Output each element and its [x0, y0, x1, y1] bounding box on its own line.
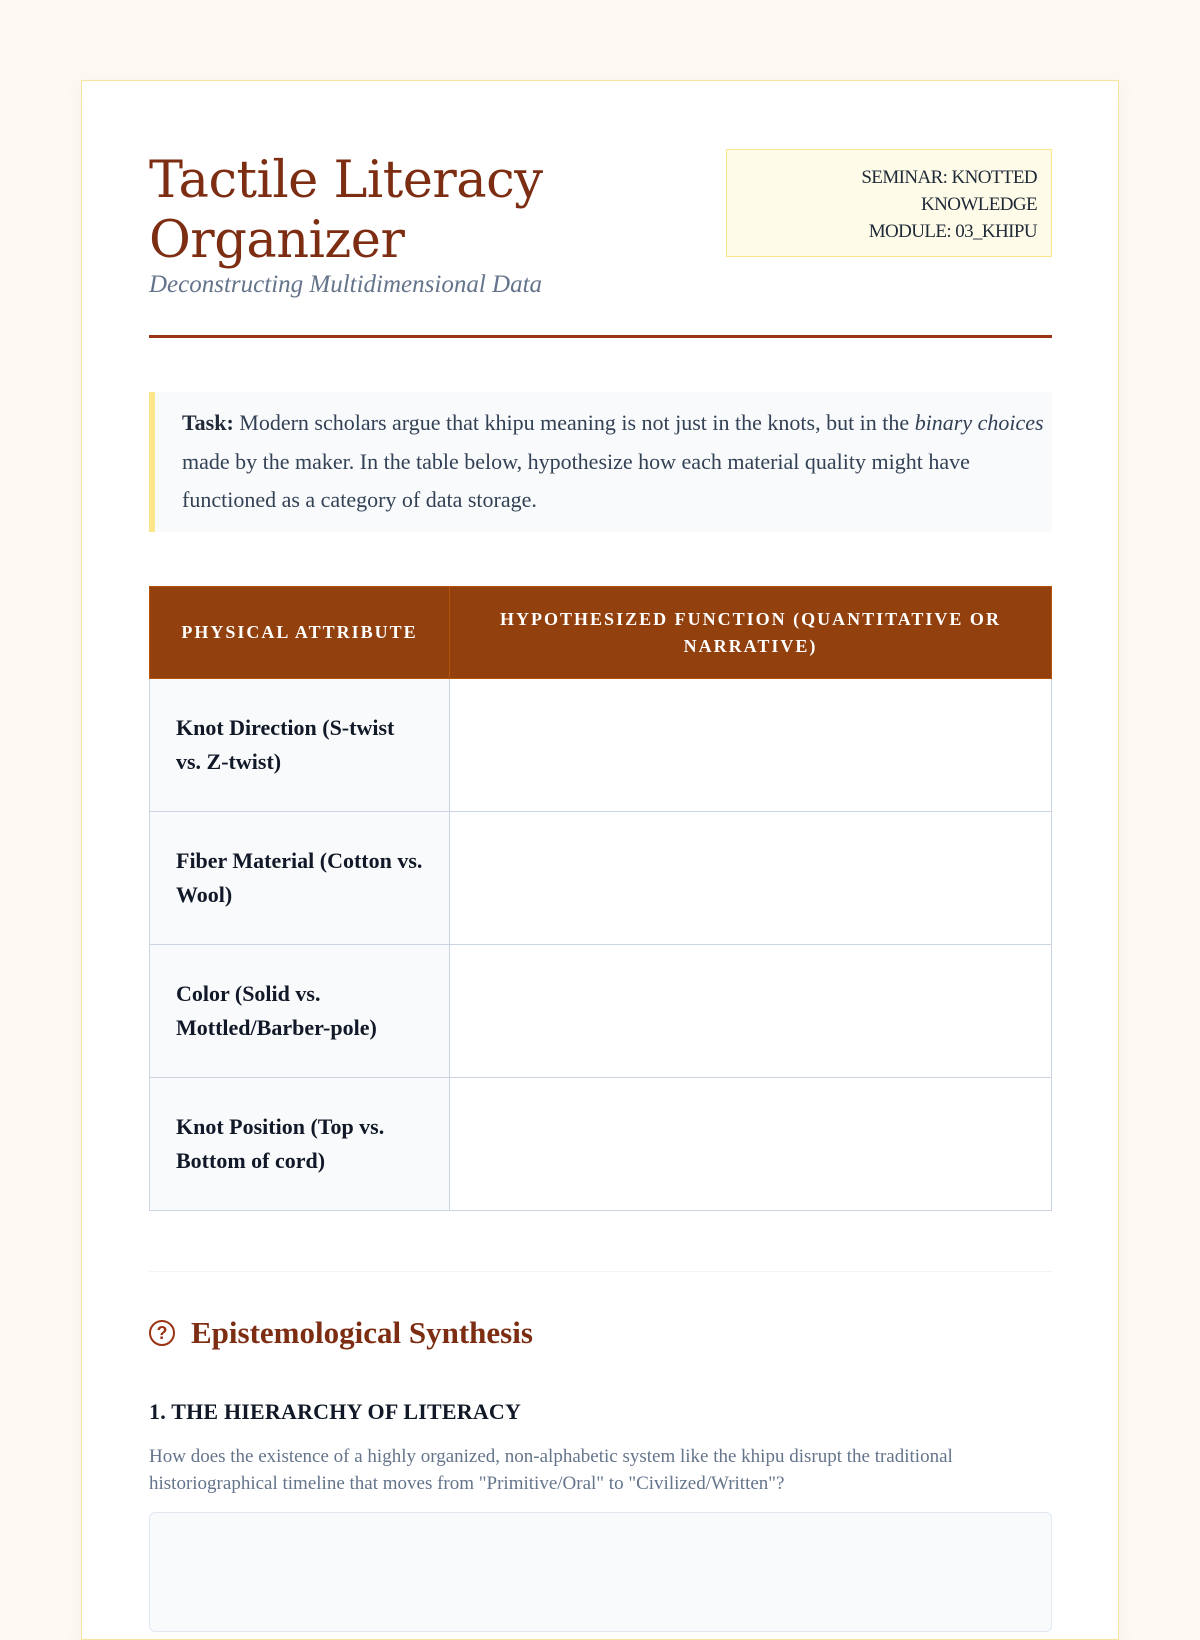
- worksheet-page: [81, 80, 1119, 1640]
- question-title: 1. THE HIERARCHY OF LITERACY: [149, 1399, 522, 1424]
- column-header-attribute: PHYSICAL ATTRIBUTE: [150, 587, 450, 679]
- task-text-1: Modern scholars argue that khipu meaning is not just in the knots, but in the: [233, 410, 915, 435]
- page-title-line-2: Organizer: [149, 211, 405, 270]
- table-row: [150, 945, 1052, 1078]
- function-answer-cell[interactable]: [450, 1078, 1052, 1211]
- table-row: [150, 679, 1052, 812]
- table-row: [150, 1078, 1052, 1211]
- task-emphasis: binary choices: [914, 410, 1044, 435]
- question-prompt: How does the existence of a highly organized, non-alphabetic system like the khipu disrupt the traditional historiographical timeline that moves from "Primitive/Oral" to "Civilized/Written"?: [149, 1446, 953, 1494]
- attribute-cell: Fiber Material (Cotton vs. Wool): [150, 812, 450, 945]
- section-divider: [149, 1271, 1052, 1272]
- question-answer-box[interactable]: [149, 1512, 1052, 1632]
- page-subtitle: Deconstructing Multidimensional Data: [149, 271, 543, 298]
- attribute-cell: Knot Direction (S-twist vs. Z-twist): [150, 679, 450, 812]
- page-title-line-1: Tactile Literacy: [149, 151, 543, 210]
- table-header-row: [150, 587, 1052, 679]
- synthesis-heading: [149, 1313, 533, 1353]
- task-label: Task:: [182, 410, 234, 435]
- synthesis-title: Epistemological Synthesis: [191, 1315, 533, 1350]
- table-row: [150, 812, 1052, 945]
- meta-line-module: MODULE: 03_KHIPU: [868, 221, 1037, 242]
- seminar-meta-box: [726, 149, 1052, 257]
- attribute-cell: Color (Solid vs. Mottled/Barber-pole): [150, 945, 450, 1078]
- function-answer-cell[interactable]: [450, 679, 1052, 812]
- function-answer-cell[interactable]: [450, 945, 1052, 1078]
- meta-line-seminar-cont: KNOWLEDGE: [921, 194, 1037, 215]
- attribute-cell: Knot Position (Top vs. Bottom of cord): [150, 1078, 450, 1211]
- task-text-2: made by the maker. In the table below, hypothesize how each material quality might have functioned as a category of data storage.: [182, 448, 970, 512]
- question-circle-icon: ?: [149, 1320, 175, 1346]
- task-callout: [149, 392, 1052, 532]
- column-header-function: HYPOTHESIZED FUNCTION (QUANTITATIVE OR NARRATIVE): [450, 587, 1052, 679]
- meta-line-seminar: SEMINAR: KNOTTED: [861, 167, 1037, 188]
- function-answer-cell[interactable]: [450, 812, 1052, 945]
- header-divider: [149, 335, 1052, 338]
- attribute-table: [149, 586, 1052, 1211]
